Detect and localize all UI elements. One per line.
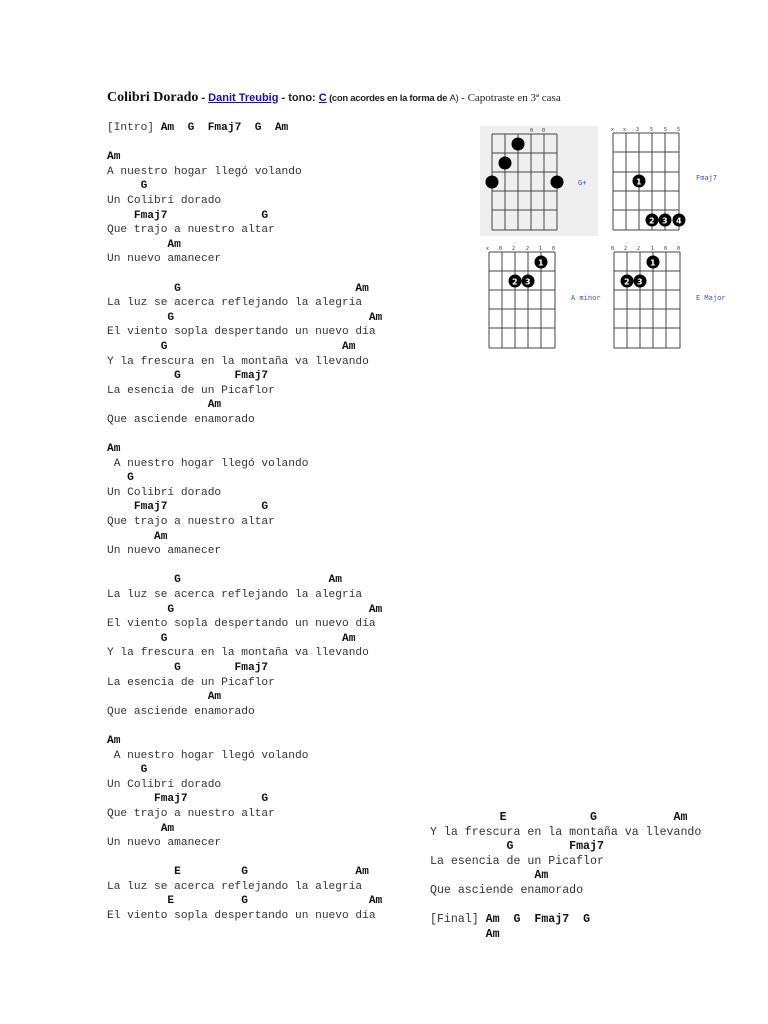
lyric-line: La luz se acerca reflejando la alegría [107,589,363,601]
blank-line [107,719,382,734]
fret-mark: 2 [624,246,628,252]
chord-line: Am [107,399,222,412]
lyric-line: A nuestro hogar llegó volando [107,749,309,762]
lyric-line: La luz se acerca reflejando la alegría [107,297,363,310]
finger-dot [551,176,564,189]
finger-number: 2 [649,216,655,226]
blank-line [107,559,382,574]
chord-line: Am [430,927,500,941]
lyric-line: El viento sopla despertando un nuevo día [107,326,376,339]
fret-mark: x [486,246,490,252]
blank-line [107,427,382,442]
key-label: - tono: [278,92,319,104]
chord-line: E G Am [107,866,369,879]
intro-line [430,913,701,928]
chord-name: E Major [696,294,726,302]
chord-line: Am [107,443,121,456]
lyric-line: Y la frescura en la montaña va llevando [107,647,369,660]
fret-mark: 0 [552,246,556,252]
lyric-line: Un nuevo amanecer [107,545,222,558]
chord-line: Am [430,869,549,883]
chord-line: Am G Fmaj7 G Am [154,122,289,134]
lyric-line: Un Colibrí dorado [107,778,222,791]
fret-mark: 5 [677,127,681,133]
lyric-line: Un Colibrí dorado [107,486,222,499]
chord-diagram-fmaj7 [610,126,730,234]
chord-shape-note: (con acordes en la forma de [326,93,450,104]
blank-line [107,851,382,866]
finger-dot [512,138,525,151]
chord-line: G Am [107,603,383,616]
fret-mark: x [623,127,627,133]
chord-line: G [107,472,134,485]
finger-number: 4 [676,216,682,226]
fret-mark: 0 [499,246,503,252]
chord-line: Am [107,691,222,704]
chord-line: Fmaj7 G [107,501,269,514]
finger-number: 3 [662,216,668,226]
chord-line: G Am [107,340,356,353]
chord-line: G Am [107,282,369,295]
intro-line [107,121,382,136]
key-link[interactable]: C [318,92,327,104]
chord-shape-chord: A [449,93,456,104]
chord-line: Am [107,734,121,747]
chord-name: G+ [578,179,587,187]
chord-name: Fmaj7 [696,174,718,182]
lyric-line: El viento sopla despertando un nuevo día [107,910,376,923]
finger-number: 1 [538,258,544,268]
fret-mark: 5 [664,127,668,133]
lyric-line: Que trajo a nuestro altar [107,516,275,529]
fret-mark: x [611,127,615,133]
fret-mark: 2 [637,246,641,252]
fret-mark: 1 [651,246,655,252]
chord-line: Am [107,822,175,835]
chord-diagram-a-minor [484,244,608,352]
finger-number: 2 [512,277,518,287]
lyrics-column-left [107,121,382,924]
lyric-line: Que trajo a nuestro altar [107,807,275,820]
chord-line: Am [107,238,181,251]
chord-line: Fmaj7 G [107,793,269,806]
lyrics-column-right [430,811,701,942]
header-separator: - [198,92,209,104]
capo-note: - Capotraste en 3ª casa [458,92,561,104]
chord-line: Am [107,151,121,164]
section-tag: [Final] [430,913,479,927]
chord-line: Am [107,530,168,543]
fret-mark: 5 [650,127,654,133]
lyric-line: Y la frescura en la montaña va llevando [107,355,369,368]
lyric-line: La esencia de un Picaflor [107,676,275,689]
chord-shape-close: ) [455,93,459,104]
chord-line: G Am [107,574,342,587]
lyric-line: A nuestro hogar llegó volando [107,165,302,178]
chord-line: Fmaj7 G [107,209,269,222]
fret-mark: 2 [512,246,516,252]
lyric-line: Un nuevo amanecer [107,253,222,266]
finger-dot [499,157,512,170]
blank-line [107,136,382,151]
chord-name: A minor [571,294,601,302]
chord-line: G Am [107,632,356,645]
chord-line: E G Am [430,811,688,824]
finger-number: 2 [624,277,630,287]
chord-line: E G Am [107,895,383,908]
lyric-line: Un nuevo amanecer [107,837,222,850]
chord-line: G [107,180,148,193]
lyric-line: El viento sopla despertando un nuevo día [107,618,376,631]
lyric-line: Y la frescura en la montaña va llevando [430,825,702,839]
g-plus-top-mark: 0 [542,128,546,134]
finger-number: 3 [525,277,531,287]
chord-line: G Fmaj7 [107,661,269,674]
song-header [107,90,561,106]
lyric-line: Que asciende enamorado [430,883,584,897]
fret-mark: 3 [636,127,640,133]
lyric-line: Que trajo a nuestro altar [107,224,275,237]
g-plus-top-mark: 0 [530,128,534,134]
lyric-line: La luz se acerca reflejando la alegría [107,880,363,893]
fret-mark: 0 [664,246,668,252]
finger-number: 3 [637,277,643,287]
lyric-line: La esencia de un Picaflor [107,384,275,397]
chord-line: G [107,764,148,777]
chord-line: G Fmaj7 [430,840,604,854]
blank-line [107,267,382,282]
fret-mark: 0 [611,246,615,252]
chord-line: G Am [107,311,383,324]
lyric-line: A nuestro hogar llegó volando [107,457,309,470]
lyric-line: Un Colibrí dorado [107,194,222,207]
blank-line [430,899,701,914]
chord-diagram-e-major [610,244,734,352]
chord-line: G Fmaj7 [107,370,269,383]
finger-dot [486,176,499,189]
finger-number: 1 [650,258,656,268]
lyric-line: Que asciende enamorado [107,705,255,718]
fret-mark: 0 [677,246,681,252]
chord-diagram-g-plus [480,126,598,236]
artist-link[interactable]: Danit Treubig [208,92,279,104]
chord-line: Am G Fmaj7 G [478,913,591,927]
finger-number: 1 [636,177,642,187]
song-title: Colibri Dorado [107,90,199,105]
fret-mark: 2 [526,246,530,252]
section-tag: [Intro] [107,122,154,134]
lyric-line: La esencia de un Picaflor [430,854,604,868]
fret-mark: 1 [539,246,543,252]
lyric-line: Que asciende enamorado [107,413,255,426]
